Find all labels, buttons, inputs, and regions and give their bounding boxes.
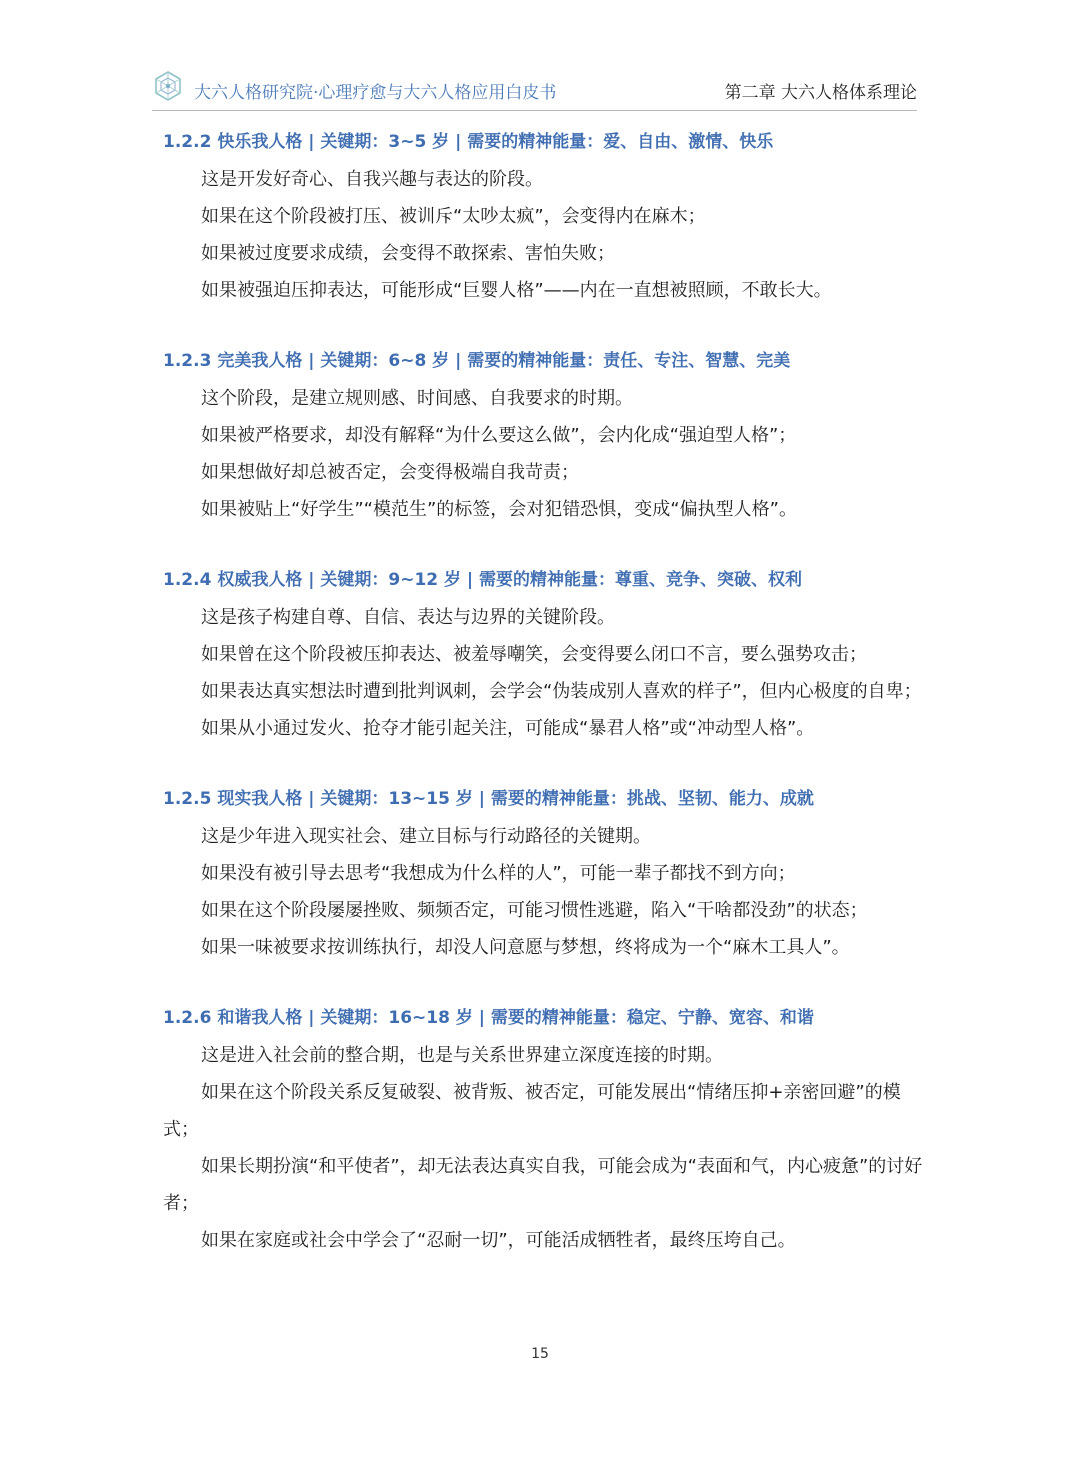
section-authority-personality	[163, 566, 923, 747]
page-number: 15	[531, 1346, 549, 1362]
header-document-title: 大六人格研究院·心理疗愈与大六人格应用白皮书	[194, 83, 557, 103]
paragraph: 如果曾在这个阶段被压抑表达、被羞辱嘲笑，会变得要么闭口不言，要么强势攻击；	[201, 644, 867, 665]
section-reality-personality	[163, 785, 923, 966]
section-happy-personality	[163, 128, 923, 309]
paragraph: 如果表达真实想法时遭到批判讽刺，会学会“伪装成别人喜欢的样子”，但内心极度的自卑；	[201, 681, 922, 702]
section-heading: 1.2.3 完美我人格 | 关键期：6~8 岁 | 需要的精神能量：责任、专注、智慧、完美	[163, 351, 791, 371]
hexagon-crystal-logo-icon	[152, 70, 184, 102]
paragraph: 这是开发好奇心、自我兴趣与表达的阶段。	[201, 169, 543, 190]
paragraph: 如果长期扮演“和平使者”，却无法表达真实自我，可能会成为“表面和气，内心疲惫”的讨好者；	[163, 1156, 923, 1214]
paragraph: 如果想做好却总被否定，会变得极端自我苛责；	[201, 462, 579, 483]
page-header	[152, 66, 917, 106]
paragraph: 这是进入社会前的整合期，也是与关系世界建立深度连接的时期。	[201, 1045, 723, 1066]
paragraph: 如果被强迫压抑表达，可能形成“巨婴人格”——内在一直想被照顾，不敢长大。	[201, 280, 832, 301]
paragraph: 如果被严格要求，却没有解释“为什么要这么做”，会内化成“强迫型人格”；	[201, 425, 797, 446]
paragraph: 如果一味被要求按训练执行，却没人问意愿与梦想，终将成为一个“麻木工具人”。	[201, 937, 850, 958]
paragraph: 如果在这个阶段被打压、被训斥“太吵太疯”，会变得内在麻木；	[201, 206, 706, 227]
section-heading: 1.2.5 现实我人格 | 关键期：13~15 岁 | 需要的精神能量：挑战、坚韧、能力、成就	[163, 789, 814, 809]
paragraph: 如果被贴上“好学生”“模范生”的标签，会对犯错恐惧，变成“偏执型人格”。	[201, 499, 797, 520]
section-perfect-personality	[163, 347, 923, 528]
page-body	[163, 128, 923, 1259]
paragraph: 这个阶段，是建立规则感、时间感、自我要求的时期。	[201, 388, 633, 409]
section-heading: 1.2.2 快乐我人格 | 关键期：3~5 岁 | 需要的精神能量：爱、自由、激情、快乐	[163, 132, 774, 152]
section-harmony-personality	[163, 1004, 923, 1259]
paragraph: 如果没有被引导去思考“我想成为什么样的人”，可能一辈子都找不到方向；	[201, 863, 796, 884]
paragraph: 如果在这个阶段关系反复破裂、被背叛、被否定，可能发展出“情绪压抑+亲密回避”的模式；	[163, 1082, 901, 1140]
section-heading: 1.2.6 和谐我人格 | 关键期：16~18 岁 | 需要的精神能量：稳定、宁静、宽容、和谐	[163, 1008, 814, 1028]
header-divider	[152, 110, 917, 111]
paragraph: 如果从小通过发火、抢夺才能引起关注，可能成“暴君人格”或“冲动型人格”。	[201, 718, 815, 739]
section-heading: 1.2.4 权威我人格 | 关键期：9~12 岁 | 需要的精神能量：尊重、竞争、突破、权利	[163, 570, 803, 590]
paragraph: 如果在家庭或社会中学会了“忍耐一切”，可能活成牺牲者，最终压垮自己。	[201, 1230, 796, 1251]
paragraph: 如果被过度要求成绩，会变得不敢探索、害怕失败；	[201, 243, 615, 264]
paragraph: 这是少年进入现实社会、建立目标与行动路径的关键期。	[201, 826, 651, 847]
paragraph: 这是孩子构建自尊、自信、表达与边界的关键阶段。	[201, 607, 615, 628]
paragraph: 如果在这个阶段屡屡挫败、频频否定，可能习惯性逃避，陷入“干啥都没劲”的状态；	[201, 900, 868, 921]
header-chapter-title: 第二章 大六人格体系理论	[724, 83, 917, 103]
